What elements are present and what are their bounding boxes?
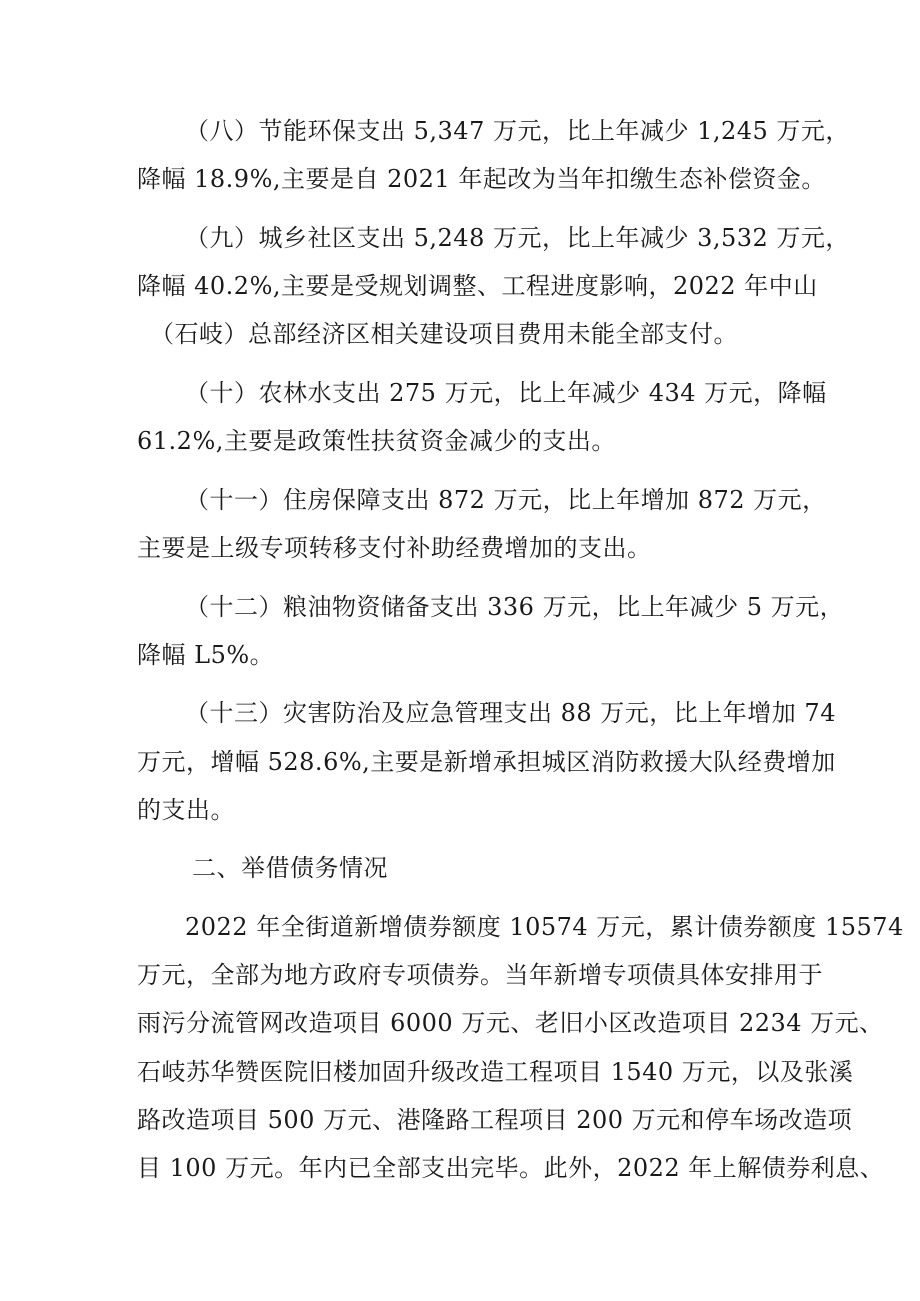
debt-paragraph-line-2: 万元，全部为地方政府专项债券。当年新增专项债具体安排用于 [137,961,823,989]
debt-paragraph-line-6: 目 100 万元。年内已全部支出完毕。此外，2022 年上解债券利息、 [137,1154,885,1182]
paragraph-13-line-1: （十三）灾害防治及应急管理支出 88 万元，比上年增加 74 [185,699,836,727]
paragraph-9-line-2: 降幅 40.2%,主要是受规划调整、工程进度影响，2022 年中山 [137,272,818,300]
paragraph-12-line-1: （十二）粮油物资储备支出 336 万元，比上年减少 5 万元， [185,593,845,621]
paragraph-9-line-1: （九）城乡社区支出 5,248 万元，比上年减少 3,532 万元， [185,224,850,252]
paragraph-10-line-1: （十）农林水支出 275 万元，比上年减少 434 万元，降幅 [185,379,827,407]
section-heading-debt: 二、举借债务情况 [192,854,388,882]
paragraph-11-line-2: 主要是上级专项转移支付补助经费增加的支出。 [137,534,652,562]
paragraph-11-line-1: （十一）住房保障支出 872 万元，比上年增加 872 万元， [185,486,827,514]
paragraph-12-line-2: 降幅 L5%。 [137,641,275,669]
paragraph-8-line-1: （八）节能环保支出 5,347 万元，比上年减少 1,245 万元， [185,117,850,145]
paragraph-9-line-3: （石岐）总部经济区相关建设项目费用未能全部支付。 [150,320,738,348]
debt-paragraph-line-3: 雨污分流管网改造项目 6000 万元、老旧小区改造项目 2234 万元、 [137,1009,884,1037]
paragraph-13-line-3: 的支出。 [137,796,235,824]
debt-paragraph-line-1: 2022 年全街道新增债券额度 10574 万元，累计债券额度 15574 [185,913,904,941]
paragraph-10-line-2: 61.2%,主要是政策性扶贫资金减少的支出。 [137,427,616,455]
debt-paragraph-line-4: 石岐苏华赞医院旧楼加固升级改造工程项目 1540 万元，以及张溪 [137,1058,854,1086]
paragraph-8-line-2: 降幅 18.9%,主要是自 2021 年起改为当年扣缴生态补偿资金。 [137,165,826,193]
paragraph-13-line-2: 万元，增幅 528.6%,主要是新增承担城区消防救援大队经费增加 [137,748,836,776]
debt-paragraph-line-5: 路改造项目 500 万元、港隆路工程项目 200 万元和停车场改造项 [137,1106,853,1134]
